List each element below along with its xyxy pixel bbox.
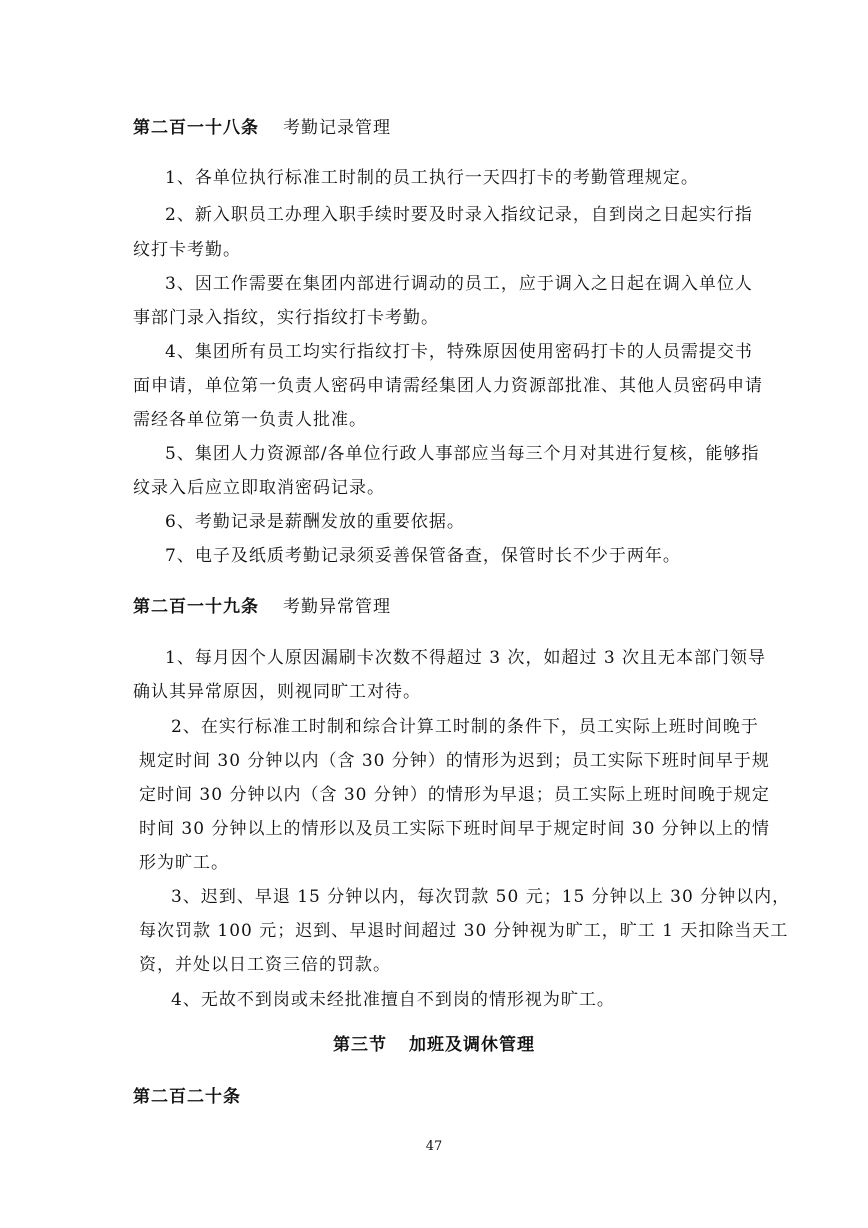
- article-220-number: 第二百二十条: [133, 1087, 241, 1107]
- article-219-line: 3、迟到、早退 15 分钟以内，每次罚款 50 元；15 分钟以上 30 分钟以内，: [171, 887, 791, 907]
- article-219-heading: [133, 592, 391, 617]
- article-219-line: 规定时间 30 分钟以内（含 30 分钟）的情形为迟到；员工实际下班时间早于规: [139, 751, 770, 771]
- article-218-line: 4、集团所有员工均实行指纹打卡，特殊原因使用密码打卡的人员需提交书: [165, 342, 753, 362]
- article-219-line: 1、每月因个人原因漏刷卡次数不得超过 3 次，如超过 3 次且无本部门领导: [165, 648, 767, 668]
- section-name: 加班及调休管理: [409, 1035, 535, 1055]
- article-218-line: 纹打卡考勤。: [133, 240, 241, 260]
- section-title: [0, 1030, 868, 1055]
- article-219-line: 定时间 30 分钟以内（含 30 分钟）的情形为早退；员工实际上班时间晚于规定: [139, 785, 770, 805]
- article-219-line: 2、在实行标准工时制和综合计算工时制的条件下，员工实际上班时间晚于: [171, 717, 759, 737]
- article-218-number: 第二百一十八条: [133, 118, 259, 138]
- article-218-line: 纹录入后应立即取消密码记录。: [133, 478, 385, 498]
- article-219-title: 考勤异常管理: [283, 597, 391, 617]
- article-218-line: 2、新入职员工办理入职手续时要及时录入指纹记录，自到岗之日起实行指: [165, 205, 753, 225]
- page-number: 47: [425, 1139, 443, 1154]
- article-218-line: 需经各单位第一负责人批准。: [133, 410, 367, 430]
- article-218-line: 事部门录入指纹，实行指纹打卡考勤。: [133, 308, 439, 328]
- article-219-line: 形为旷工。: [139, 853, 229, 873]
- article-218-title: 考勤记录管理: [283, 118, 391, 138]
- article-219-number: 第二百一十九条: [133, 597, 259, 617]
- section-number: 第三节: [333, 1035, 387, 1055]
- article-219-line: 时间 30 分钟以上的情形以及员工实际下班时间早于规定时间 30 分钟以上的情: [139, 819, 770, 839]
- article-219-line: 每次罚款 100 元；迟到、早退时间超过 30 分钟视为旷工，旷工 1 天扣除当天工: [139, 921, 789, 941]
- article-218-line: 1、各单位执行标准工时制的员工执行一天四打卡的考勤管理规定。: [165, 168, 699, 188]
- article-218-line: 6、考勤记录是薪酬发放的重要依据。: [165, 512, 465, 532]
- article-218-line: 7、电子及纸质考勤记录须妥善保管备查，保管时长不少于两年。: [165, 546, 681, 566]
- article-218-line: 3、因工作需要在集团内部进行调动的员工，应于调入之日起在调入单位人: [165, 274, 753, 294]
- article-219-line: 确认其异常原因，则视同旷工对待。: [133, 682, 421, 702]
- article-218-heading: [133, 113, 391, 138]
- article-218-line: 面申请，单位第一负责人密码申请需经集团人力资源部批准、其他人员密码申请: [133, 376, 763, 396]
- article-219-line: 4、无故不到岗或未经批准擅自不到岗的情形视为旷工。: [171, 990, 615, 1010]
- article-219-line: 资，并处以日工资三倍的罚款。: [139, 955, 391, 975]
- article-218-line: 5、集团人力资源部/各单位行政人事部应当每三个月对其进行复核，能够指: [165, 444, 760, 464]
- article-220-heading: [133, 1082, 241, 1107]
